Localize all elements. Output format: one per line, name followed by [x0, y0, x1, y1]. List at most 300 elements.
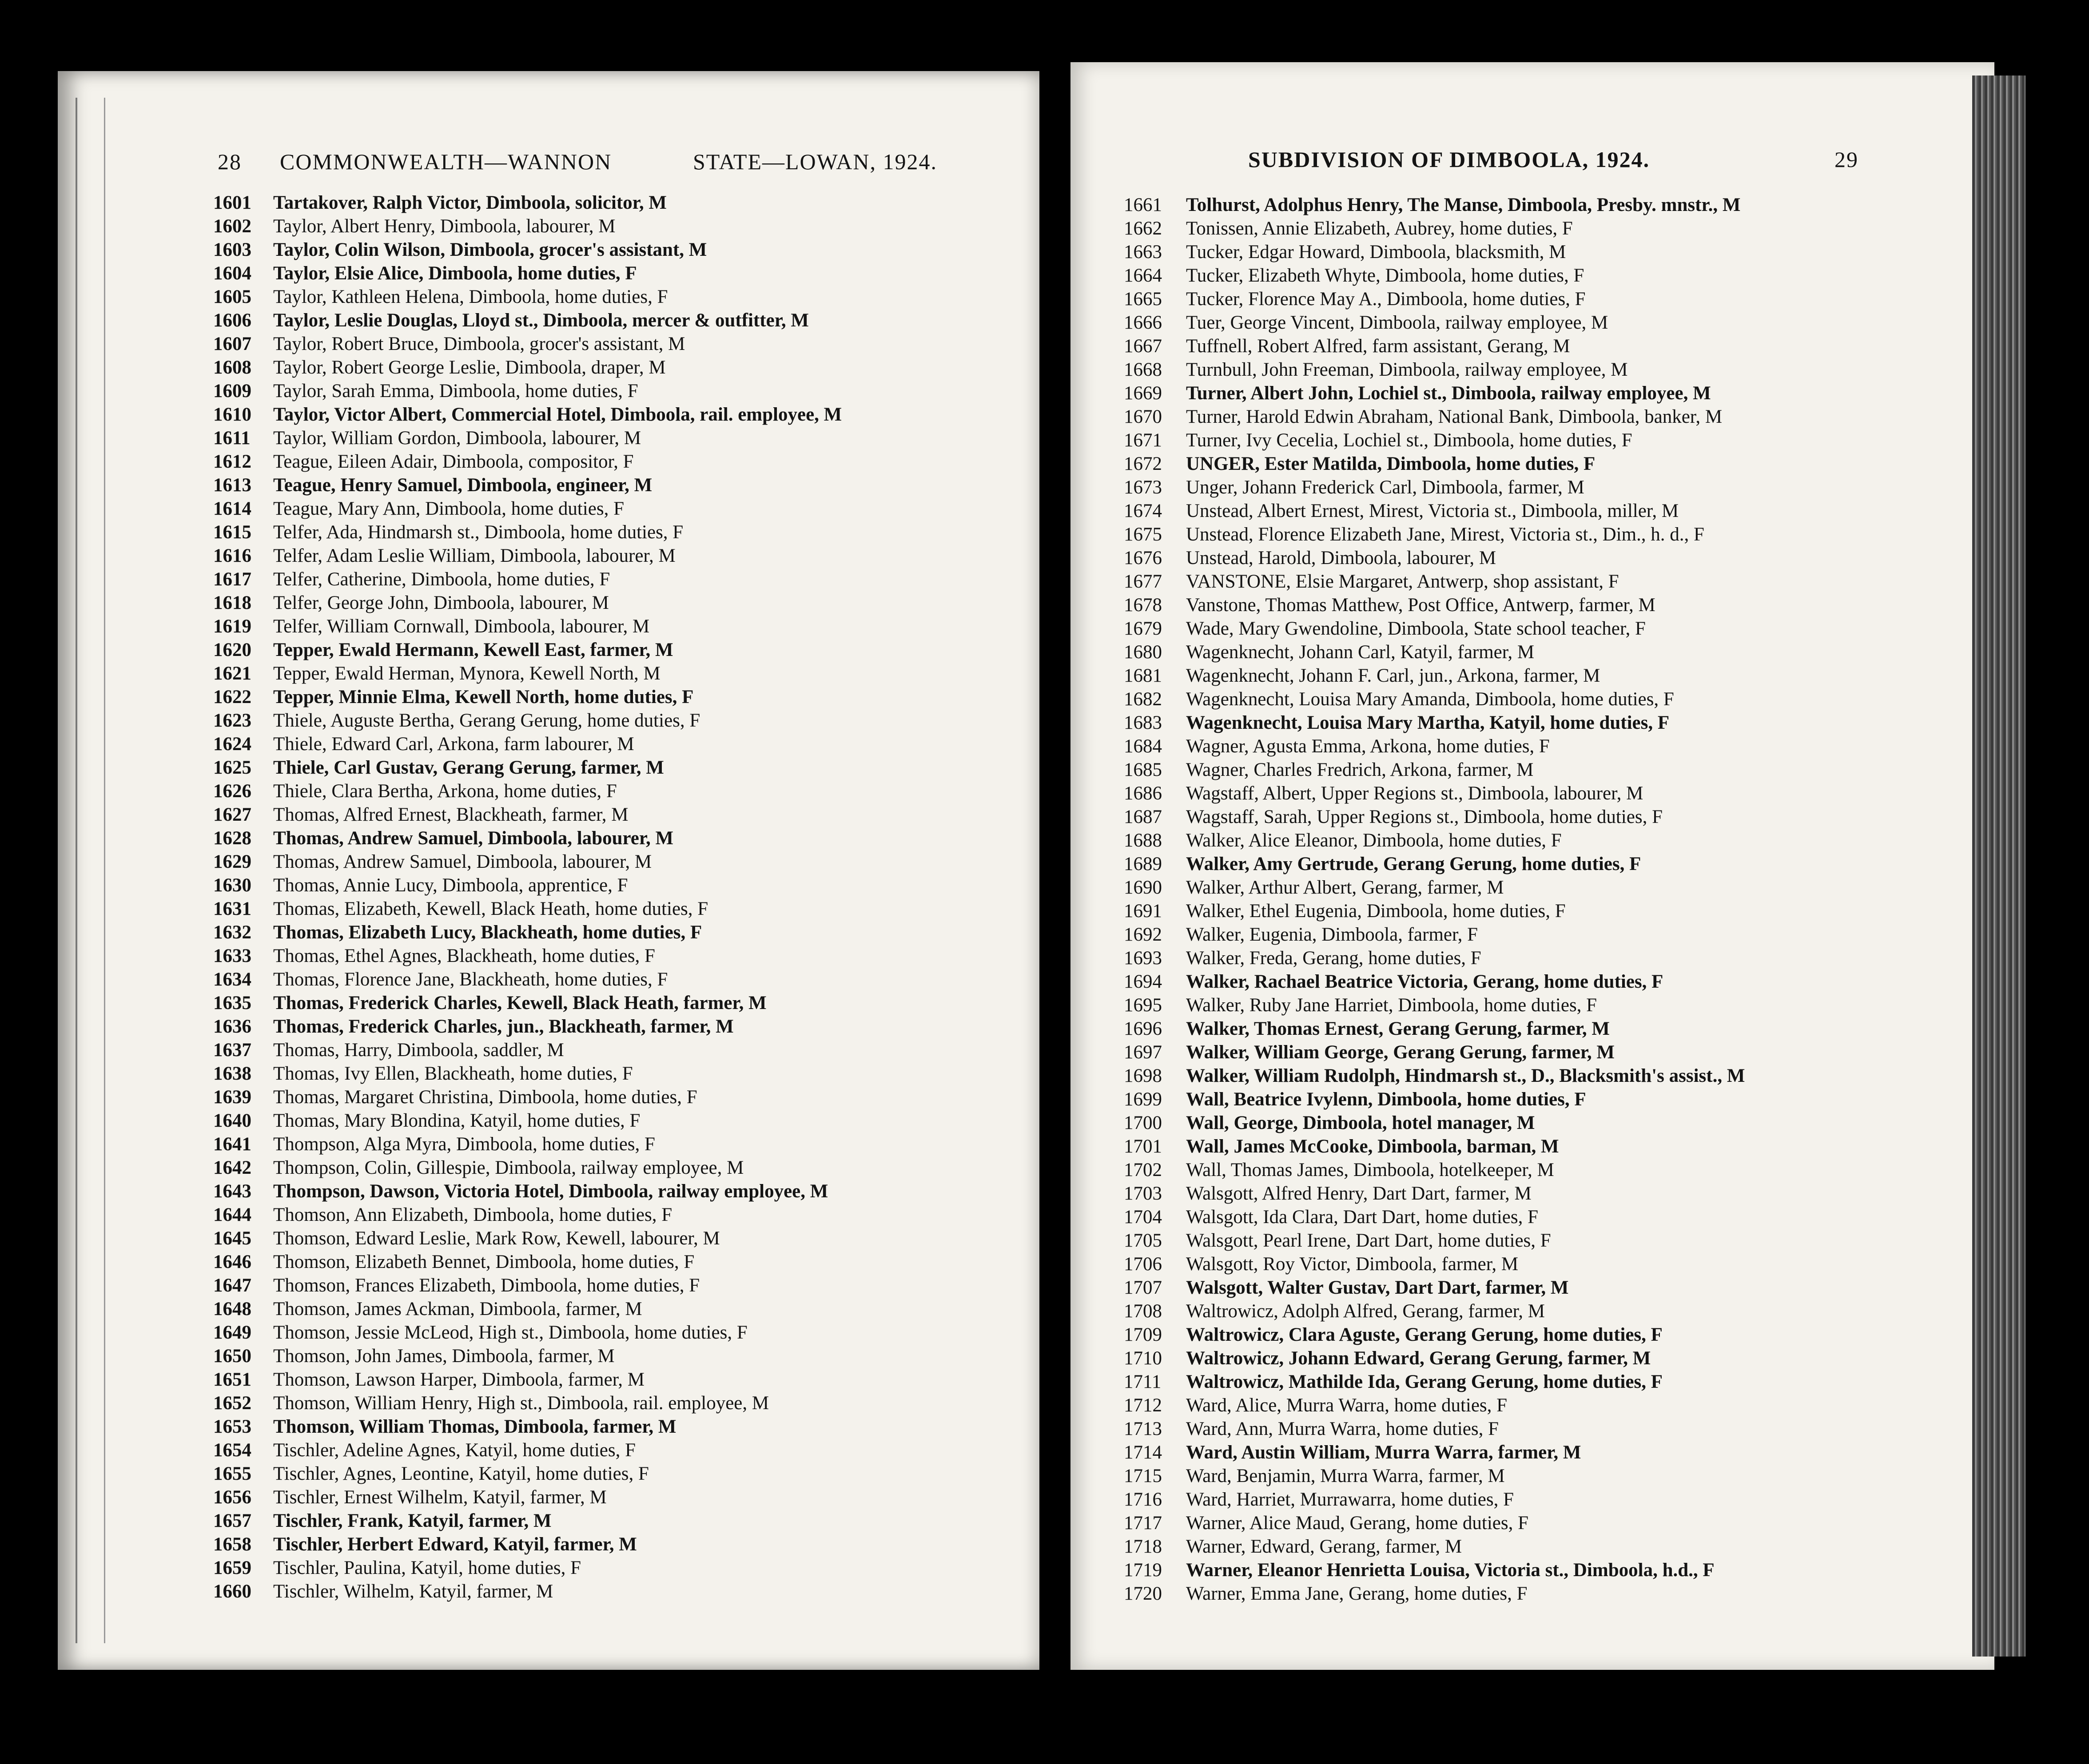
- elector-entry: [1124, 1370, 1745, 1394]
- elector-number: 1697: [1124, 1042, 1162, 1063]
- elector-number: 1665: [1124, 289, 1162, 310]
- elector-number: 1699: [1124, 1089, 1162, 1110]
- elector-details: Walker, Rachael Beatrice Victoria, Gerang, home duties, F: [1186, 971, 1663, 992]
- elector-number: 1655: [213, 1463, 251, 1484]
- elector-details: Wall, George, Dimboola, hotel manager, M: [1186, 1112, 1535, 1133]
- elector-entry: [213, 544, 842, 568]
- elector-entry: [1124, 1299, 1745, 1323]
- elector-details: Thomson, William Thomas, Dimboola, farmer, M: [273, 1416, 676, 1437]
- elector-details: Thompson, Colin, Gillespie, Dimboola, railway employee, M: [273, 1157, 744, 1178]
- elector-number: 1621: [213, 663, 251, 684]
- elector-entry: [213, 191, 842, 215]
- elector-entry: [1124, 1252, 1745, 1276]
- elector-details: Thiele, Auguste Bertha, Gerang Gerung, home duties, F: [273, 710, 700, 731]
- elector-number: 1635: [213, 993, 251, 1013]
- elector-number: 1613: [213, 475, 251, 496]
- elector-number: 1659: [213, 1557, 251, 1578]
- elector-entry: [213, 1297, 842, 1321]
- elector-entry: [213, 591, 842, 615]
- elector-entry: [1124, 664, 1745, 687]
- elector-details: UNGER, Ester Matilda, Dimboola, home duties, F: [1186, 453, 1596, 474]
- elector-details: Tepper, Ewald Herman, Mynora, Kewell North, M: [273, 663, 661, 684]
- elector-entry: [1124, 1158, 1745, 1182]
- elector-details: Teague, Mary Ann, Dimboola, home duties, F: [273, 498, 624, 519]
- elector-details: Thomson, Jessie McLeod, High st., Dimboola, home duties, F: [273, 1322, 748, 1343]
- elector-details: Thompson, Dawson, Victoria Hotel, Dimboola, railway employee, M: [273, 1181, 828, 1202]
- elector-details: Walker, Eugenia, Dimboola, farmer, F: [1186, 924, 1478, 945]
- elector-entry: [213, 1580, 842, 1603]
- elector-entry: [1124, 1347, 1745, 1370]
- elector-entry: [213, 1509, 842, 1533]
- elector-number: 1696: [1124, 1018, 1162, 1039]
- page-stack-edge: [1972, 75, 2025, 1657]
- elector-entry: [1124, 334, 1745, 358]
- elector-number: 1630: [213, 875, 251, 896]
- left-header-subtitle: STATE—LOWAN, 1924.: [693, 149, 938, 174]
- elector-details: Unger, Johann Frederick Carl, Dimboola, farmer, M: [1186, 477, 1584, 498]
- elector-number: 1606: [213, 310, 251, 331]
- elector-details: Walker, Alice Eleanor, Dimboola, home duties, F: [1186, 830, 1562, 851]
- elector-entry: [213, 991, 842, 1015]
- elector-number: 1661: [1124, 195, 1162, 215]
- elector-entry: [213, 1486, 842, 1509]
- elector-entry: [213, 968, 842, 991]
- elector-details: Walsgott, Walter Gustav, Dart Dart, farmer, M: [1186, 1277, 1569, 1298]
- elector-entry: [213, 1132, 842, 1156]
- elector-details: Walsgott, Ida Clara, Dart Dart, home duties, F: [1186, 1207, 1539, 1228]
- elector-details: Thomas, Alfred Ernest, Blackheath, farmer, M: [273, 804, 629, 825]
- elector-entry: [1124, 735, 1745, 758]
- elector-entry: [1124, 1111, 1745, 1135]
- elector-details: Ward, Benjamin, Murra Warra, farmer, M: [1186, 1466, 1505, 1486]
- elector-number: 1712: [1124, 1395, 1162, 1416]
- elector-entry: [213, 1085, 842, 1109]
- elector-details: Thomas, Frederick Charles, Kewell, Black Heath, farmer, M: [273, 993, 767, 1013]
- elector-entry: [1124, 640, 1745, 664]
- page-binding-edge: [76, 98, 105, 1643]
- elector-number: 1671: [1124, 430, 1162, 451]
- elector-number: 1612: [213, 451, 251, 472]
- elector-entry: [213, 1533, 842, 1556]
- elector-entry: [213, 379, 842, 403]
- elector-details: Thiele, Carl Gustav, Gerang Gerung, farmer, M: [273, 757, 664, 778]
- elector-number: 1617: [213, 569, 251, 590]
- elector-number: 1707: [1124, 1277, 1162, 1298]
- elector-number: 1650: [213, 1346, 251, 1367]
- elector-details: Walker, Ruby Jane Harriet, Dimboola, home duties, F: [1186, 995, 1597, 1016]
- elector-entry: [1124, 617, 1745, 640]
- elector-details: Walker, Freda, Gerang, home duties, F: [1186, 948, 1481, 969]
- elector-number: 1657: [213, 1510, 251, 1531]
- elector-details: Tischler, Ernest Wilhelm, Katyil, farmer, M: [273, 1487, 607, 1508]
- elector-details: Wall, Beatrice Ivylenn, Dimboola, home duties, F: [1186, 1089, 1586, 1110]
- elector-number: 1629: [213, 851, 251, 872]
- elector-entry: [213, 850, 842, 874]
- elector-entry: [1124, 1394, 1745, 1417]
- elector-details: Turner, Ivy Cecelia, Lochiel st., Dimboola, home duties, F: [1186, 430, 1632, 451]
- elector-number: 1700: [1124, 1112, 1162, 1133]
- elector-details: Wagenknecht, Louisa Mary Martha, Katyil, home duties, F: [1186, 712, 1670, 733]
- elector-entry: [213, 1368, 842, 1391]
- elector-number: 1658: [213, 1534, 251, 1555]
- elector-entry: [213, 1062, 842, 1085]
- elector-entry: [1124, 1088, 1745, 1111]
- elector-details: Warner, Edward, Gerang, farmer, M: [1186, 1536, 1462, 1557]
- elector-number: 1662: [1124, 218, 1162, 239]
- elector-details: Turnbull, John Freeman, Dimboola, railway employee, M: [1186, 359, 1628, 380]
- elector-details: Thiele, Edward Carl, Arkona, farm labourer, M: [273, 734, 634, 755]
- elector-details: Tonissen, Annie Elizabeth, Aubrey, home duties, F: [1186, 218, 1573, 239]
- elector-entry: [1124, 593, 1745, 617]
- elector-number: 1649: [213, 1322, 251, 1343]
- elector-number: 1691: [1124, 901, 1162, 922]
- elector-entry: [213, 1274, 842, 1297]
- elector-entry: [1124, 264, 1745, 287]
- elector-number: 1652: [213, 1393, 251, 1414]
- elector-number: 1716: [1124, 1489, 1162, 1510]
- elector-details: Taylor, Sarah Emma, Dimboola, home duties, F: [273, 381, 638, 401]
- elector-entry: [1124, 1582, 1745, 1605]
- elector-number: 1625: [213, 757, 251, 778]
- elector-number: 1720: [1124, 1583, 1162, 1604]
- elector-entry: [1124, 311, 1745, 334]
- elector-number: 1622: [213, 687, 251, 707]
- elector-details: Walker, William Rudolph, Hindmarsh st., D., Blacksmith's assist., M: [1186, 1065, 1745, 1086]
- elector-details: Teague, Eileen Adair, Dimboola, compositor, F: [273, 451, 634, 472]
- elector-entry: [1124, 1135, 1745, 1158]
- elector-number: 1709: [1124, 1324, 1162, 1345]
- elector-entry: [213, 1227, 842, 1250]
- elector-number: 1634: [213, 969, 251, 990]
- elector-entry: [213, 285, 842, 309]
- right-page-number: 29: [1834, 147, 1858, 172]
- elector-entry: [213, 756, 842, 779]
- elector-details: Tucker, Elizabeth Whyte, Dimboola, home duties, F: [1186, 265, 1584, 286]
- elector-number: 1706: [1124, 1254, 1162, 1275]
- elector-entry: [213, 1156, 842, 1180]
- elector-details: Thomas, Ivy Ellen, Blackheath, home duties, F: [273, 1063, 633, 1084]
- elector-entry: [213, 1391, 842, 1415]
- elector-number: 1609: [213, 381, 251, 401]
- elector-number: 1672: [1124, 453, 1162, 474]
- elector-number: 1638: [213, 1063, 251, 1084]
- elector-entry: [213, 779, 842, 803]
- elector-number: 1602: [213, 216, 251, 237]
- elector-details: Unstead, Harold, Dimboola, labourer, M: [1186, 548, 1496, 568]
- elector-number: 1684: [1124, 736, 1162, 757]
- elector-number: 1681: [1124, 665, 1162, 686]
- elector-details: Tischler, Paulina, Katyil, home duties, F: [273, 1557, 581, 1578]
- elector-entry: [213, 1180, 842, 1203]
- elector-details: Thomas, Harry, Dimboola, saddler, M: [273, 1040, 564, 1061]
- elector-number: 1666: [1124, 312, 1162, 333]
- elector-details: Tucker, Edgar Howard, Dimboola, blacksmith, M: [1186, 242, 1566, 262]
- elector-entry: [213, 568, 842, 591]
- elector-entry: [1124, 899, 1745, 923]
- elector-entry: [213, 874, 842, 897]
- elector-details: Walker, Arthur Albert, Gerang, farmer, M: [1186, 877, 1504, 898]
- elector-entry: [1124, 476, 1745, 499]
- elector-entry: [213, 426, 842, 450]
- elector-entry: [1124, 381, 1745, 405]
- elector-number: 1717: [1124, 1513, 1162, 1534]
- elector-details: Wagenknecht, Louisa Mary Amanda, Dimboola, home duties, F: [1186, 689, 1674, 710]
- left-page: [58, 71, 1039, 1670]
- elector-details: Thomas, Annie Lucy, Dimboola, apprentice, F: [273, 875, 628, 896]
- elector-details: Thomson, John James, Dimboola, farmer, M: [273, 1346, 615, 1367]
- elector-entry: [1124, 287, 1745, 311]
- elector-number: 1705: [1124, 1230, 1162, 1251]
- elector-entry: [1124, 946, 1745, 970]
- elector-entry: [213, 356, 842, 379]
- elector-entry: [1124, 1229, 1745, 1252]
- elector-number: 1604: [213, 263, 251, 284]
- elector-entry: [1124, 499, 1745, 523]
- elector-number: 1715: [1124, 1466, 1162, 1486]
- elector-number: 1664: [1124, 265, 1162, 286]
- elector-number: 1713: [1124, 1418, 1162, 1439]
- elector-details: VANSTONE, Elsie Margaret, Antwerp, shop assistant, F: [1186, 571, 1619, 592]
- elector-number: 1668: [1124, 359, 1162, 380]
- elector-details: Ward, Austin William, Murra Warra, farmer, M: [1186, 1442, 1581, 1463]
- elector-entry: [213, 944, 842, 968]
- elector-details: Telfer, William Cornwall, Dimboola, labourer, M: [273, 616, 650, 637]
- elector-entry: [1124, 1464, 1745, 1488]
- elector-number: 1610: [213, 404, 251, 425]
- elector-details: Waltrowicz, Mathilde Ida, Gerang Gerung, home duties, F: [1186, 1371, 1663, 1392]
- elector-entry: [213, 450, 842, 473]
- elector-details: Unstead, Albert Ernest, Mirest, Victoria st., Dimboola, miller, M: [1186, 501, 1679, 521]
- elector-details: Thomas, Andrew Samuel, Dimboola, labourer, M: [273, 828, 674, 849]
- left-entry-list: [213, 191, 842, 1603]
- elector-details: Wall, James McCooke, Dimboola, barman, M: [1186, 1136, 1559, 1157]
- elector-details: Telfer, Catherine, Dimboola, home duties, F: [273, 569, 610, 590]
- elector-entry: [1124, 240, 1745, 264]
- left-page-number: 28: [218, 149, 242, 174]
- elector-number: 1690: [1124, 877, 1162, 898]
- elector-number: 1624: [213, 734, 251, 755]
- elector-number: 1701: [1124, 1136, 1162, 1157]
- elector-details: Wall, Thomas James, Dimboola, hotelkeeper, M: [1186, 1160, 1554, 1180]
- elector-number: 1642: [213, 1157, 251, 1178]
- elector-details: Wagner, Agusta Emma, Arkona, home duties, F: [1186, 736, 1550, 757]
- elector-details: Taylor, Kathleen Helena, Dimboola, home duties, F: [273, 286, 668, 307]
- elector-entry: [213, 1462, 842, 1486]
- elector-entry: [1124, 852, 1745, 876]
- elector-number: 1607: [213, 334, 251, 354]
- elector-details: Tepper, Ewald Hermann, Kewell East, farmer, M: [273, 640, 673, 660]
- elector-details: Tucker, Florence May A., Dimboola, home duties, F: [1186, 289, 1586, 310]
- elector-number: 1637: [213, 1040, 251, 1061]
- elector-number: 1626: [213, 781, 251, 802]
- elector-entry: [213, 520, 842, 544]
- elector-entry: [1124, 1017, 1745, 1041]
- elector-entry: [1124, 217, 1745, 240]
- elector-number: 1689: [1124, 854, 1162, 874]
- elector-details: Walker, Amy Gertrude, Gerang Gerung, home duties, F: [1186, 854, 1641, 874]
- elector-number: 1623: [213, 710, 251, 731]
- elector-details: Taylor, Robert Bruce, Dimboola, grocer's assistant, M: [273, 334, 685, 354]
- elector-details: Walsgott, Roy Victor, Dimboola, farmer, M: [1186, 1254, 1519, 1275]
- elector-number: 1645: [213, 1228, 251, 1249]
- elector-details: Wagstaff, Sarah, Upper Regions st., Dimboola, home duties, F: [1186, 807, 1663, 827]
- elector-number: 1647: [213, 1275, 251, 1296]
- elector-details: Thomas, Margaret Christina, Dimboola, home duties, F: [273, 1087, 697, 1108]
- elector-entry: [213, 473, 842, 497]
- elector-details: Telfer, Adam Leslie William, Dimboola, labourer, M: [273, 545, 676, 566]
- elector-number: 1679: [1124, 618, 1162, 639]
- elector-entry: [1124, 429, 1745, 452]
- elector-number: 1654: [213, 1440, 251, 1461]
- elector-details: Walker, William George, Gerang Gerung, farmer, M: [1186, 1042, 1615, 1063]
- elector-details: Thomas, Florence Jane, Blackheath, home duties, F: [273, 969, 668, 990]
- elector-details: Taylor, William Gordon, Dimboola, labourer, M: [273, 428, 641, 449]
- elector-entry: [1124, 570, 1745, 593]
- elector-number: 1718: [1124, 1536, 1162, 1557]
- elector-entry: [213, 662, 842, 685]
- elector-entry: [1124, 1511, 1745, 1535]
- elector-number: 1633: [213, 946, 251, 966]
- elector-details: Walker, Ethel Eugenia, Dimboola, home duties, F: [1186, 901, 1566, 922]
- elector-details: Vanstone, Thomas Matthew, Post Office, Antwerp, farmer, M: [1186, 595, 1655, 616]
- elector-entry: [213, 826, 842, 850]
- elector-number: 1692: [1124, 924, 1162, 945]
- elector-details: Thomas, Frederick Charles, jun., Blackheath, farmer, M: [273, 1016, 734, 1037]
- elector-number: 1682: [1124, 689, 1162, 710]
- elector-entry: [1124, 1417, 1745, 1441]
- elector-details: Tischler, Wilhelm, Katyil, farmer, M: [273, 1581, 553, 1602]
- elector-entry: [1124, 1323, 1745, 1347]
- elector-details: Warner, Alice Maud, Gerang, home duties, F: [1186, 1513, 1528, 1534]
- elector-details: Walsgott, Alfred Henry, Dart Dart, farmer, M: [1186, 1183, 1532, 1204]
- elector-details: Turner, Albert John, Lochiel st., Dimboola, railway employee, M: [1186, 383, 1711, 404]
- elector-entry: [1124, 687, 1745, 711]
- elector-number: 1693: [1124, 948, 1162, 969]
- elector-details: Tuer, George Vincent, Dimboola, railway employee, M: [1186, 312, 1608, 333]
- elector-number: 1708: [1124, 1301, 1162, 1322]
- elector-details: Turner, Harold Edwin Abraham, National Bank, Dimboola, banker, M: [1186, 406, 1723, 427]
- elector-entry: [1124, 758, 1745, 782]
- elector-entry: [1124, 993, 1745, 1017]
- right-page: [1070, 62, 1994, 1670]
- elector-entry: [1124, 1182, 1745, 1205]
- elector-details: Thomson, Lawson Harper, Dimboola, farmer, M: [273, 1369, 645, 1390]
- elector-details: Tartakover, Ralph Victor, Dimboola, solicitor, M: [273, 192, 667, 213]
- elector-number: 1611: [213, 428, 251, 449]
- elector-details: Thomas, Elizabeth Lucy, Blackheath, home duties, F: [273, 922, 702, 943]
- elector-details: Unstead, Florence Elizabeth Jane, Mirest, Victoria st., Dim., h. d., F: [1186, 524, 1704, 545]
- right-entry-list: [1124, 193, 1745, 1605]
- elector-number: 1653: [213, 1416, 251, 1437]
- elector-details: Ward, Alice, Murra Warra, home duties, F: [1186, 1395, 1508, 1416]
- elector-number: 1646: [213, 1251, 251, 1272]
- elector-details: Ward, Ann, Murra Warra, home duties, F: [1186, 1418, 1499, 1439]
- elector-details: Waltrowicz, Clara Aguste, Gerang Gerung, home duties, F: [1186, 1324, 1663, 1345]
- elector-number: 1711: [1124, 1371, 1162, 1392]
- elector-entry: [213, 1038, 842, 1062]
- elector-details: Walker, Thomas Ernest, Gerang Gerung, farmer, M: [1186, 1018, 1610, 1039]
- elector-entry: [213, 615, 842, 638]
- elector-details: Ward, Harriet, Murrawarra, home duties, F: [1186, 1489, 1514, 1510]
- elector-number: 1673: [1124, 477, 1162, 498]
- elector-entry: [213, 1344, 842, 1368]
- elector-number: 1641: [213, 1134, 251, 1155]
- elector-number: 1694: [1124, 971, 1162, 992]
- elector-number: 1685: [1124, 759, 1162, 780]
- elector-details: Tischler, Agnes, Leontine, Katyil, home duties, F: [273, 1463, 649, 1484]
- elector-details: Telfer, George John, Dimboola, labourer, M: [273, 592, 609, 613]
- elector-number: 1644: [213, 1204, 251, 1225]
- elector-details: Taylor, Victor Albert, Commercial Hotel, Dimboola, rail. employee, M: [273, 404, 842, 425]
- elector-entry: [213, 732, 842, 756]
- elector-entry: [1124, 1488, 1745, 1511]
- elector-entry: [213, 309, 842, 332]
- elector-number: 1648: [213, 1299, 251, 1319]
- elector-number: 1627: [213, 804, 251, 825]
- elector-number: 1663: [1124, 242, 1162, 262]
- elector-details: Thomas, Andrew Samuel, Dimboola, labourer, M: [273, 851, 652, 872]
- elector-entry: [1124, 546, 1745, 570]
- elector-details: Tischler, Herbert Edward, Katyil, farmer, M: [273, 1534, 637, 1555]
- elector-details: Thomson, Elizabeth Bennet, Dimboola, home duties, F: [273, 1251, 695, 1272]
- elector-details: Teague, Henry Samuel, Dimboola, engineer, M: [273, 475, 653, 496]
- elector-details: Thomson, Ann Elizabeth, Dimboola, home duties, F: [273, 1204, 672, 1225]
- elector-entry: [213, 1556, 842, 1580]
- elector-details: Tepper, Minnie Elma, Kewell North, home duties, F: [273, 687, 694, 707]
- elector-entry: [213, 1250, 842, 1274]
- elector-entry: [1124, 876, 1745, 899]
- elector-entry: [1124, 358, 1745, 381]
- elector-entry: [213, 332, 842, 356]
- elector-entry: [1124, 193, 1745, 217]
- elector-number: 1704: [1124, 1207, 1162, 1228]
- elector-entry: [1124, 923, 1745, 946]
- elector-entry: [1124, 1205, 1745, 1229]
- elector-entry: [1124, 452, 1745, 476]
- elector-number: 1687: [1124, 807, 1162, 827]
- elector-entry: [1124, 1276, 1745, 1299]
- elector-number: 1719: [1124, 1560, 1162, 1581]
- elector-details: Tischler, Frank, Katyil, farmer, M: [273, 1510, 552, 1531]
- elector-number: 1702: [1124, 1160, 1162, 1180]
- elector-number: 1695: [1124, 995, 1162, 1016]
- elector-number: 1608: [213, 357, 251, 378]
- elector-details: Wagenknecht, Johann F. Carl, jun., Arkona, farmer, M: [1186, 665, 1600, 686]
- elector-entry: [213, 1015, 842, 1038]
- elector-details: Walsgott, Pearl Irene, Dart Dart, home duties, F: [1186, 1230, 1551, 1251]
- elector-entry: [213, 921, 842, 944]
- elector-details: Taylor, Robert George Leslie, Dimboola, draper, M: [273, 357, 666, 378]
- elector-details: Thomson, Edward Leslie, Mark Row, Kewell, labourer, M: [273, 1228, 720, 1249]
- elector-number: 1632: [213, 922, 251, 943]
- elector-details: Taylor, Albert Henry, Dimboola, labourer, M: [273, 216, 616, 237]
- elector-number: 1603: [213, 239, 251, 260]
- elector-entry: [1124, 1064, 1745, 1088]
- elector-details: Tuffnell, Robert Alfred, farm assistant, Gerang, M: [1186, 336, 1570, 357]
- elector-number: 1616: [213, 545, 251, 566]
- elector-entry: [213, 1109, 842, 1132]
- elector-entry: [1124, 1441, 1745, 1464]
- elector-entry: [1124, 711, 1745, 735]
- elector-entry: [213, 497, 842, 520]
- elector-number: 1620: [213, 640, 251, 660]
- elector-details: Wade, Mary Gwendoline, Dimboola, State school teacher, F: [1186, 618, 1646, 639]
- elector-details: Wagner, Charles Fredrich, Arkona, farmer, M: [1186, 759, 1534, 780]
- elector-number: 1614: [213, 498, 251, 519]
- elector-number: 1656: [213, 1487, 251, 1508]
- elector-number: 1686: [1124, 783, 1162, 804]
- elector-details: Thompson, Alga Myra, Dimboola, home duties, F: [273, 1134, 655, 1155]
